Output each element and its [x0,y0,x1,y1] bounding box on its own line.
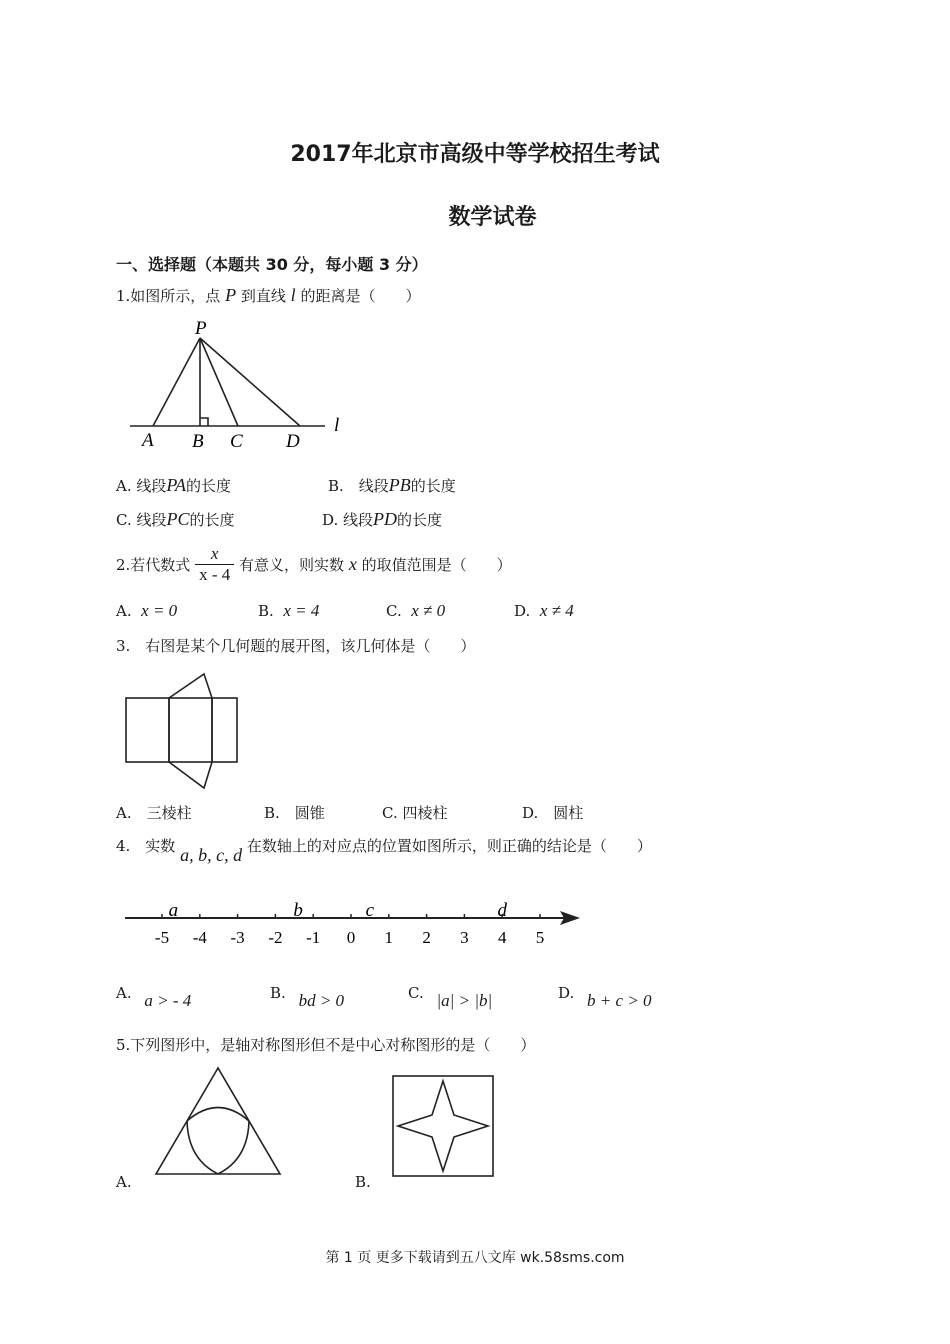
reuleaux-right-arc [218,1121,249,1174]
q2-option-b-math: x = 4 [283,601,320,620]
q4-option-c-math: |a| > |b| [436,991,493,1010]
q2-option-c-math: x ≠ 0 [411,601,446,620]
q3-option-b[interactable]: B. 圆锥 [264,804,325,822]
label-p: P [195,318,207,339]
number-line-tick-label: 5 [535,928,545,947]
q3-option-c[interactable]: C. 四棱柱 [382,804,448,822]
net-rect-right [212,698,237,762]
q5-option-b[interactable]: B. [355,1173,371,1191]
q1-option-c[interactable] [116,509,235,530]
q2-option-d[interactable] [514,601,574,621]
q1-option-d-label: D. 线段 [322,511,374,529]
number-line-point-b: b [293,900,303,921]
triangle-outline [156,1068,280,1174]
q3-option-d[interactable]: D. 圆柱 [522,804,584,822]
q2-mid: 有意义，则实数 [239,556,345,574]
q1-lines [130,338,325,426]
q4-number-line [120,890,590,950]
q2-numerator: x [195,544,234,565]
number-line-tick-label: -3 [230,928,245,947]
q2-option-a[interactable] [116,601,177,621]
label-a: A [142,430,154,451]
label-b: B [192,431,204,452]
question-4 [116,835,652,865]
q3-net-figure [120,668,250,798]
q2-option-a-math: x = 0 [141,601,178,620]
q1-figure [120,314,360,454]
number-line-tick-label: 2 [422,928,431,947]
q2-option-d-label: D. [514,602,531,620]
q4-option-b[interactable] [270,983,345,1010]
number-line-tick-label: -2 [268,928,283,947]
exam-title: 2017年北京市高级中等学校招生考试 [290,142,660,167]
q4-option-a-label: A. [116,984,132,1002]
number-line-tick-label: 3 [460,928,469,947]
q1-option-b[interactable] [328,475,456,496]
q1-option-a[interactable] [116,475,231,496]
q1-line-l: l [290,285,296,305]
q1-pre: 1.如图所示，点 [116,287,221,305]
q2-option-c-label: C. [386,602,402,620]
q2-var-x: x [348,554,357,574]
q5-option-a[interactable]: A. [116,1173,132,1191]
q4-option-c-label: C. [408,984,424,1002]
net-rect-left [126,698,169,762]
q2-option-b[interactable] [258,601,319,621]
number-line-tick-label: 1 [384,928,394,947]
net-triangle-top [169,674,212,698]
q2-option-b-label: B. [258,602,274,620]
q4-post: 在数轴上的对应点的位置如图所示，则正确的结论是（ ） [246,837,652,855]
q2-option-c[interactable] [386,601,445,621]
segment-pd [200,338,300,426]
page-footer: 第 1 页 更多下载请到五八文库 wk.58sms.com [325,1250,625,1266]
question-2 [116,544,512,585]
q1-mid: 到直线 [240,287,286,305]
q5-figure-a [150,1064,286,1178]
question-5: 5.下列图形中，是轴对称图形但不是中心对称图形的是（ ） [116,1036,536,1054]
reuleaux-top-arc [187,1108,249,1122]
question-1 [116,285,420,306]
net-rect-middle [169,698,212,762]
square-outline [393,1076,493,1176]
q1-option-b-label: B. 线段 [328,477,389,495]
segment-pa [153,338,200,426]
number-line-point-a: a [168,900,179,921]
q1-option-c-tail: 的长度 [189,511,235,529]
q5-figure-b [390,1073,496,1179]
number-line-tick-label: -1 [306,928,321,947]
q4-vars: a, b, c, d [180,845,243,865]
number-line-point-c: c [365,900,375,921]
q3-option-a[interactable]: A. 三棱柱 [116,804,192,822]
q4-option-c[interactable] [408,983,493,1010]
q1-option-a-math: PA [166,475,187,495]
label-c: C [230,431,243,452]
number-line-tick-label: 4 [497,928,507,947]
section-heading-choice: 一、选择题（本题共 30 分，每小题 3 分） [116,255,428,274]
right-angle-mark [200,418,208,426]
q1-option-b-math: PB [388,475,411,495]
number-line-tick-label: -4 [192,928,207,947]
q1-option-d[interactable] [322,509,442,530]
q4-option-b-label: B. [270,984,286,1002]
q1-option-c-math: PC [166,509,190,529]
label-l: l [334,415,340,436]
q4-option-d-label: D. [558,984,575,1002]
q4-option-a[interactable] [116,983,192,1010]
number-line-tick-label: -5 [154,928,170,947]
q2-fraction [195,544,234,585]
q2-post: 的取值范围是（ ） [361,556,512,574]
q1-post: 的距离是（ ） [300,287,421,305]
reuleaux-left-arc [187,1121,218,1174]
q4-option-a-math: a > - 4 [144,991,192,1010]
q2-option-d-math: x ≠ 4 [539,601,574,620]
q2-pre: 2.若代数式 [116,556,191,574]
q1-point-p: P [225,285,237,305]
q2-denominator: x - 4 [199,565,231,584]
q4-option-d-math: b + c > 0 [587,991,652,1010]
q4-option-b-math: bd > 0 [298,991,345,1010]
segment-pc [200,338,238,426]
number-line-tick-label: 0 [346,928,356,947]
q1-option-d-math: PD [373,509,398,529]
q1-option-b-tail: 的长度 [410,477,456,495]
net-triangle-bottom [169,762,212,788]
four-point-star [398,1081,488,1171]
q4-pre: 4. 实数 [116,837,176,855]
q2-option-a-label: A. [116,602,132,620]
label-d: D [286,431,300,452]
q4-option-d[interactable] [558,983,652,1010]
question-3: 3. 右图是某个几何题的展开图，该几何体是（ ） [116,637,476,655]
q1-option-c-label: C. 线段 [116,511,167,529]
exam-subtitle: 数学试卷 [448,205,537,230]
number-line-point-d: d [497,900,507,921]
q1-option-a-tail: 的长度 [186,477,232,495]
q1-option-a-label: A. 线段 [116,477,167,495]
q1-option-d-tail: 的长度 [397,511,443,529]
